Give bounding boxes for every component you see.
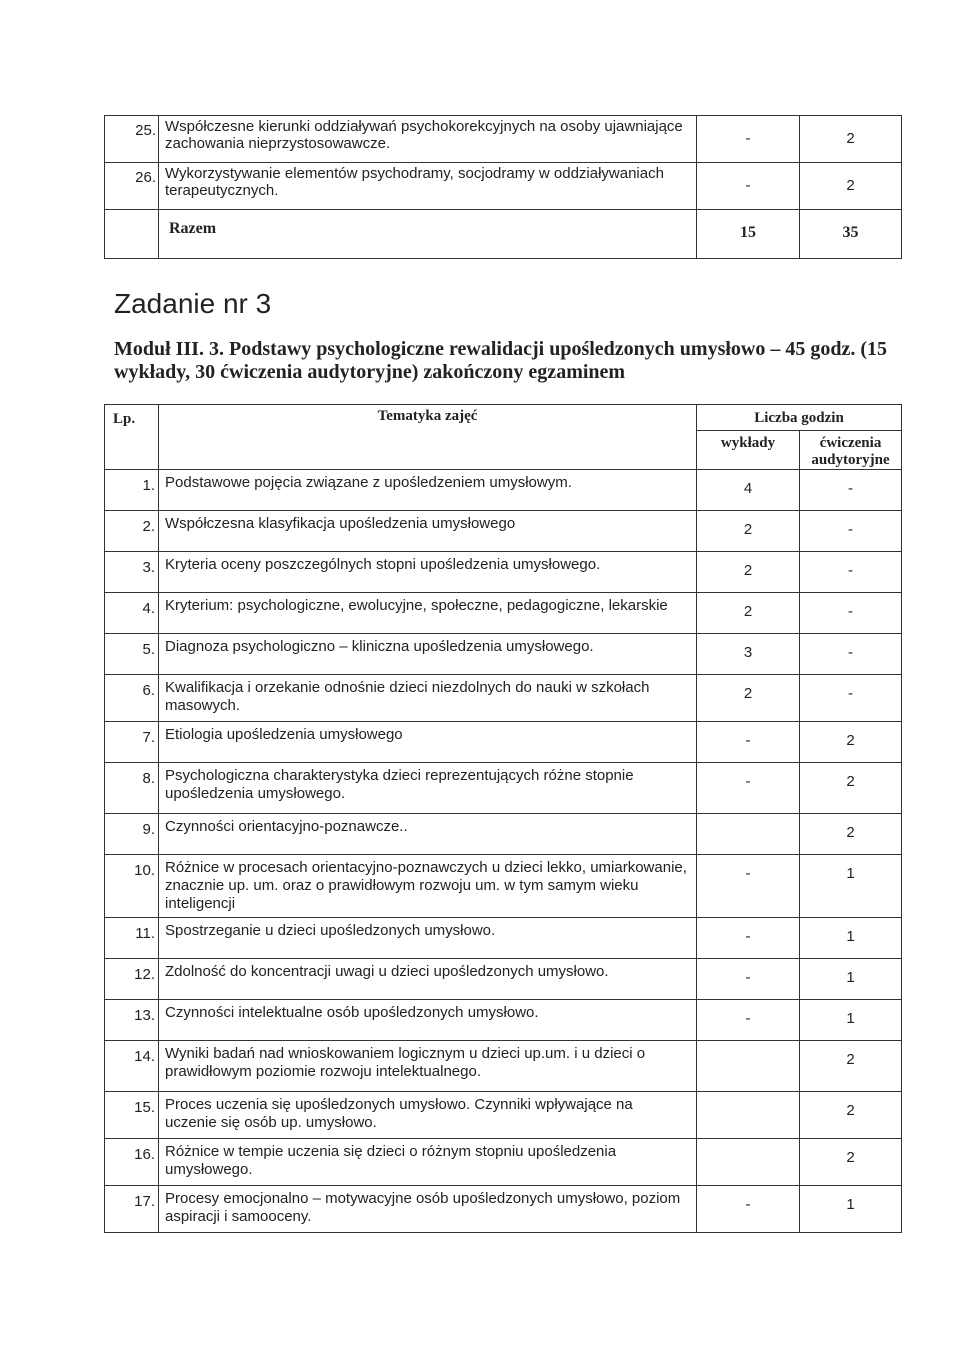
module-title: Moduł III. 3. Podstawy psychologiczne rewalidacji upośledzonych umysłowo – 45 godz. (15 wykłady, 30 ćwiczenia audytoryjne) zakończony egzaminem (114, 338, 888, 383)
row-lectures: - (697, 163, 800, 210)
row-topic: Kwalifikacja i orzekanie odnośnie dzieci niezdolnych do nauki w szkołach masowych. (159, 675, 697, 722)
total-row (105, 210, 902, 259)
exercises-header: ćwiczenia audytoryjne (800, 431, 902, 470)
row-exercises: 1 (800, 1000, 902, 1041)
row-topic: Diagnoza psychologiczno – kliniczna upośledzenia umysłowego. (159, 634, 697, 675)
row-exercises: 2 (800, 116, 902, 163)
table-row (105, 1000, 902, 1041)
table-row (105, 722, 902, 763)
row-exercises: 2 (800, 1092, 902, 1139)
table-row (105, 163, 902, 210)
row-topic: Psychologiczna charakterystyka dzieci reprezentujących różne stopnie upośledzenia umysłowego. (159, 763, 697, 814)
row-exercises: 2 (800, 814, 902, 855)
topic-header: Tematyka zajęć (159, 405, 697, 470)
row-number: 15. (105, 1092, 159, 1139)
row-exercises: 1 (800, 855, 902, 918)
previous-module-table (104, 115, 902, 259)
row-exercises: - (800, 511, 902, 552)
row-exercises: 2 (800, 1139, 902, 1186)
table-row (105, 1139, 902, 1186)
section-title: Zadanie nr 3 (114, 288, 272, 319)
table-row (105, 470, 902, 511)
row-lectures: 4 (697, 470, 800, 511)
row-topic: Wykorzystywanie elementów psychodramy, socjodramy w oddziaływaniach terapeutycznych. (159, 163, 697, 210)
row-topic: Wyniki badań nad wnioskowaniem logicznym u dzieci up.um. i u dzieci o prawidłowym poziomie rozwoju intelektualnego. (159, 1041, 697, 1092)
table-row (105, 634, 902, 675)
table-row (105, 918, 902, 959)
row-number: 3. (105, 552, 159, 593)
row-number: 8. (105, 763, 159, 814)
row-topic: Czynności intelektualne osób upośledzonych umysłowo. (159, 1000, 697, 1041)
hours-header: Liczba godzin (697, 405, 902, 431)
row-lectures: - (697, 855, 800, 918)
row-topic: Różnice w procesach orientacyjno-poznawczych u dzieci lekko, umiarkowanie, znacznie up. um. oraz o prawidłowym rozwoju um. w tym samym wieku inteligencji (159, 855, 697, 918)
row-lectures: 3 (697, 634, 800, 675)
row-number: 11. (105, 918, 159, 959)
row-topic: Zdolność do koncentracji uwagi u dzieci upośledzonych umysłowo. (159, 959, 697, 1000)
row-number: 10. (105, 855, 159, 918)
row-topic: Spostrzeganie u dzieci upośledzonych umysłowo. (159, 918, 697, 959)
row-exercises: - (800, 634, 902, 675)
table-row (105, 855, 902, 918)
row-number: 5. (105, 634, 159, 675)
row-lectures: 2 (697, 511, 800, 552)
row-lectures: - (697, 1000, 800, 1041)
row-exercises: 1 (800, 918, 902, 959)
row-exercises: 2 (800, 722, 902, 763)
row-topic: Współczesne kierunki oddziaływań psychokorekcyjnych na osoby ujawniające zachowania nieprzystosowawcze. (159, 116, 697, 163)
table-row (105, 675, 902, 722)
row-lectures (697, 1139, 800, 1186)
row-topic: Podstawowe pojęcia związane z upośledzeniem umysłowym. (159, 470, 697, 511)
row-number: 7. (105, 722, 159, 763)
row-topic: Różnice w tempie uczenia się dzieci o różnym stopniu upośledzenia umysłowego. (159, 1139, 697, 1186)
lp-header: Lp. (105, 405, 159, 470)
row-lectures: 2 (697, 552, 800, 593)
total-exercises: 35 (800, 210, 902, 259)
row-number: 14. (105, 1041, 159, 1092)
row-number: 13. (105, 1000, 159, 1041)
row-topic: Kryteria oceny poszczególnych stopni upośledzenia umysłowego. (159, 552, 697, 593)
table-row (105, 1092, 902, 1139)
row-number: 26. (105, 163, 159, 210)
row-lectures (697, 1041, 800, 1092)
table-row (105, 1186, 902, 1233)
table-row (105, 593, 902, 634)
table-row (105, 814, 902, 855)
row-lectures: - (697, 722, 800, 763)
row-lectures (697, 1092, 800, 1139)
previous-module-body (105, 116, 902, 210)
table-row (105, 959, 902, 1000)
header-row (105, 405, 902, 431)
row-topic: Etiologia upośledzenia umysłowego (159, 722, 697, 763)
row-number: 4. (105, 593, 159, 634)
row-number: 6. (105, 675, 159, 722)
row-topic: Czynności orientacyjno-poznawcze.. (159, 814, 697, 855)
row-exercises: 1 (800, 959, 902, 1000)
lectures-header: wykłady (697, 431, 800, 470)
row-exercises: 2 (800, 1041, 902, 1092)
row-number: 12. (105, 959, 159, 1000)
row-exercises: 2 (800, 163, 902, 210)
row-lectures: - (697, 959, 800, 1000)
row-exercises: - (800, 675, 902, 722)
row-lectures: 2 (697, 675, 800, 722)
module-topics-table (104, 404, 902, 1233)
row-number: 1. (105, 470, 159, 511)
row-lectures: 2 (697, 593, 800, 634)
row-number: 2. (105, 511, 159, 552)
row-topic: Współczesna klasyfikacja upośledzenia umysłowego (159, 511, 697, 552)
module-topics-body (105, 470, 902, 1233)
row-lectures (697, 814, 800, 855)
row-topic: Proces uczenia się upośledzonych umysłowo. Czynniki wpływające na uczenie się osób up. umysłowo. (159, 1092, 697, 1139)
row-number: 25. (105, 116, 159, 163)
row-number: 16. (105, 1139, 159, 1186)
row-topic: Kryterium: psychologiczne, ewolucyjne, społeczne, pedagogiczne, lekarskie (159, 593, 697, 634)
row-exercises: 1 (800, 1186, 902, 1233)
table-row (105, 116, 902, 163)
total-lectures: 15 (697, 210, 800, 259)
table-row (105, 1041, 902, 1092)
table-row (105, 552, 902, 593)
row-lectures: - (697, 116, 800, 163)
row-exercises: - (800, 470, 902, 511)
row-exercises: - (800, 552, 902, 593)
row-lectures: - (697, 763, 800, 814)
row-exercises: 2 (800, 763, 902, 814)
row-lectures: - (697, 1186, 800, 1233)
table-row (105, 763, 902, 814)
row-lectures: - (697, 918, 800, 959)
total-num-cell (105, 210, 159, 259)
row-topic: Procesy emocjonalno – motywacyjne osób upośledzonych umysłowo, poziom aspiracji i samooceny. (159, 1186, 697, 1233)
table-row (105, 511, 902, 552)
row-exercises: - (800, 593, 902, 634)
total-label: Razem (159, 210, 697, 259)
row-number: 9. (105, 814, 159, 855)
row-number: 17. (105, 1186, 159, 1233)
